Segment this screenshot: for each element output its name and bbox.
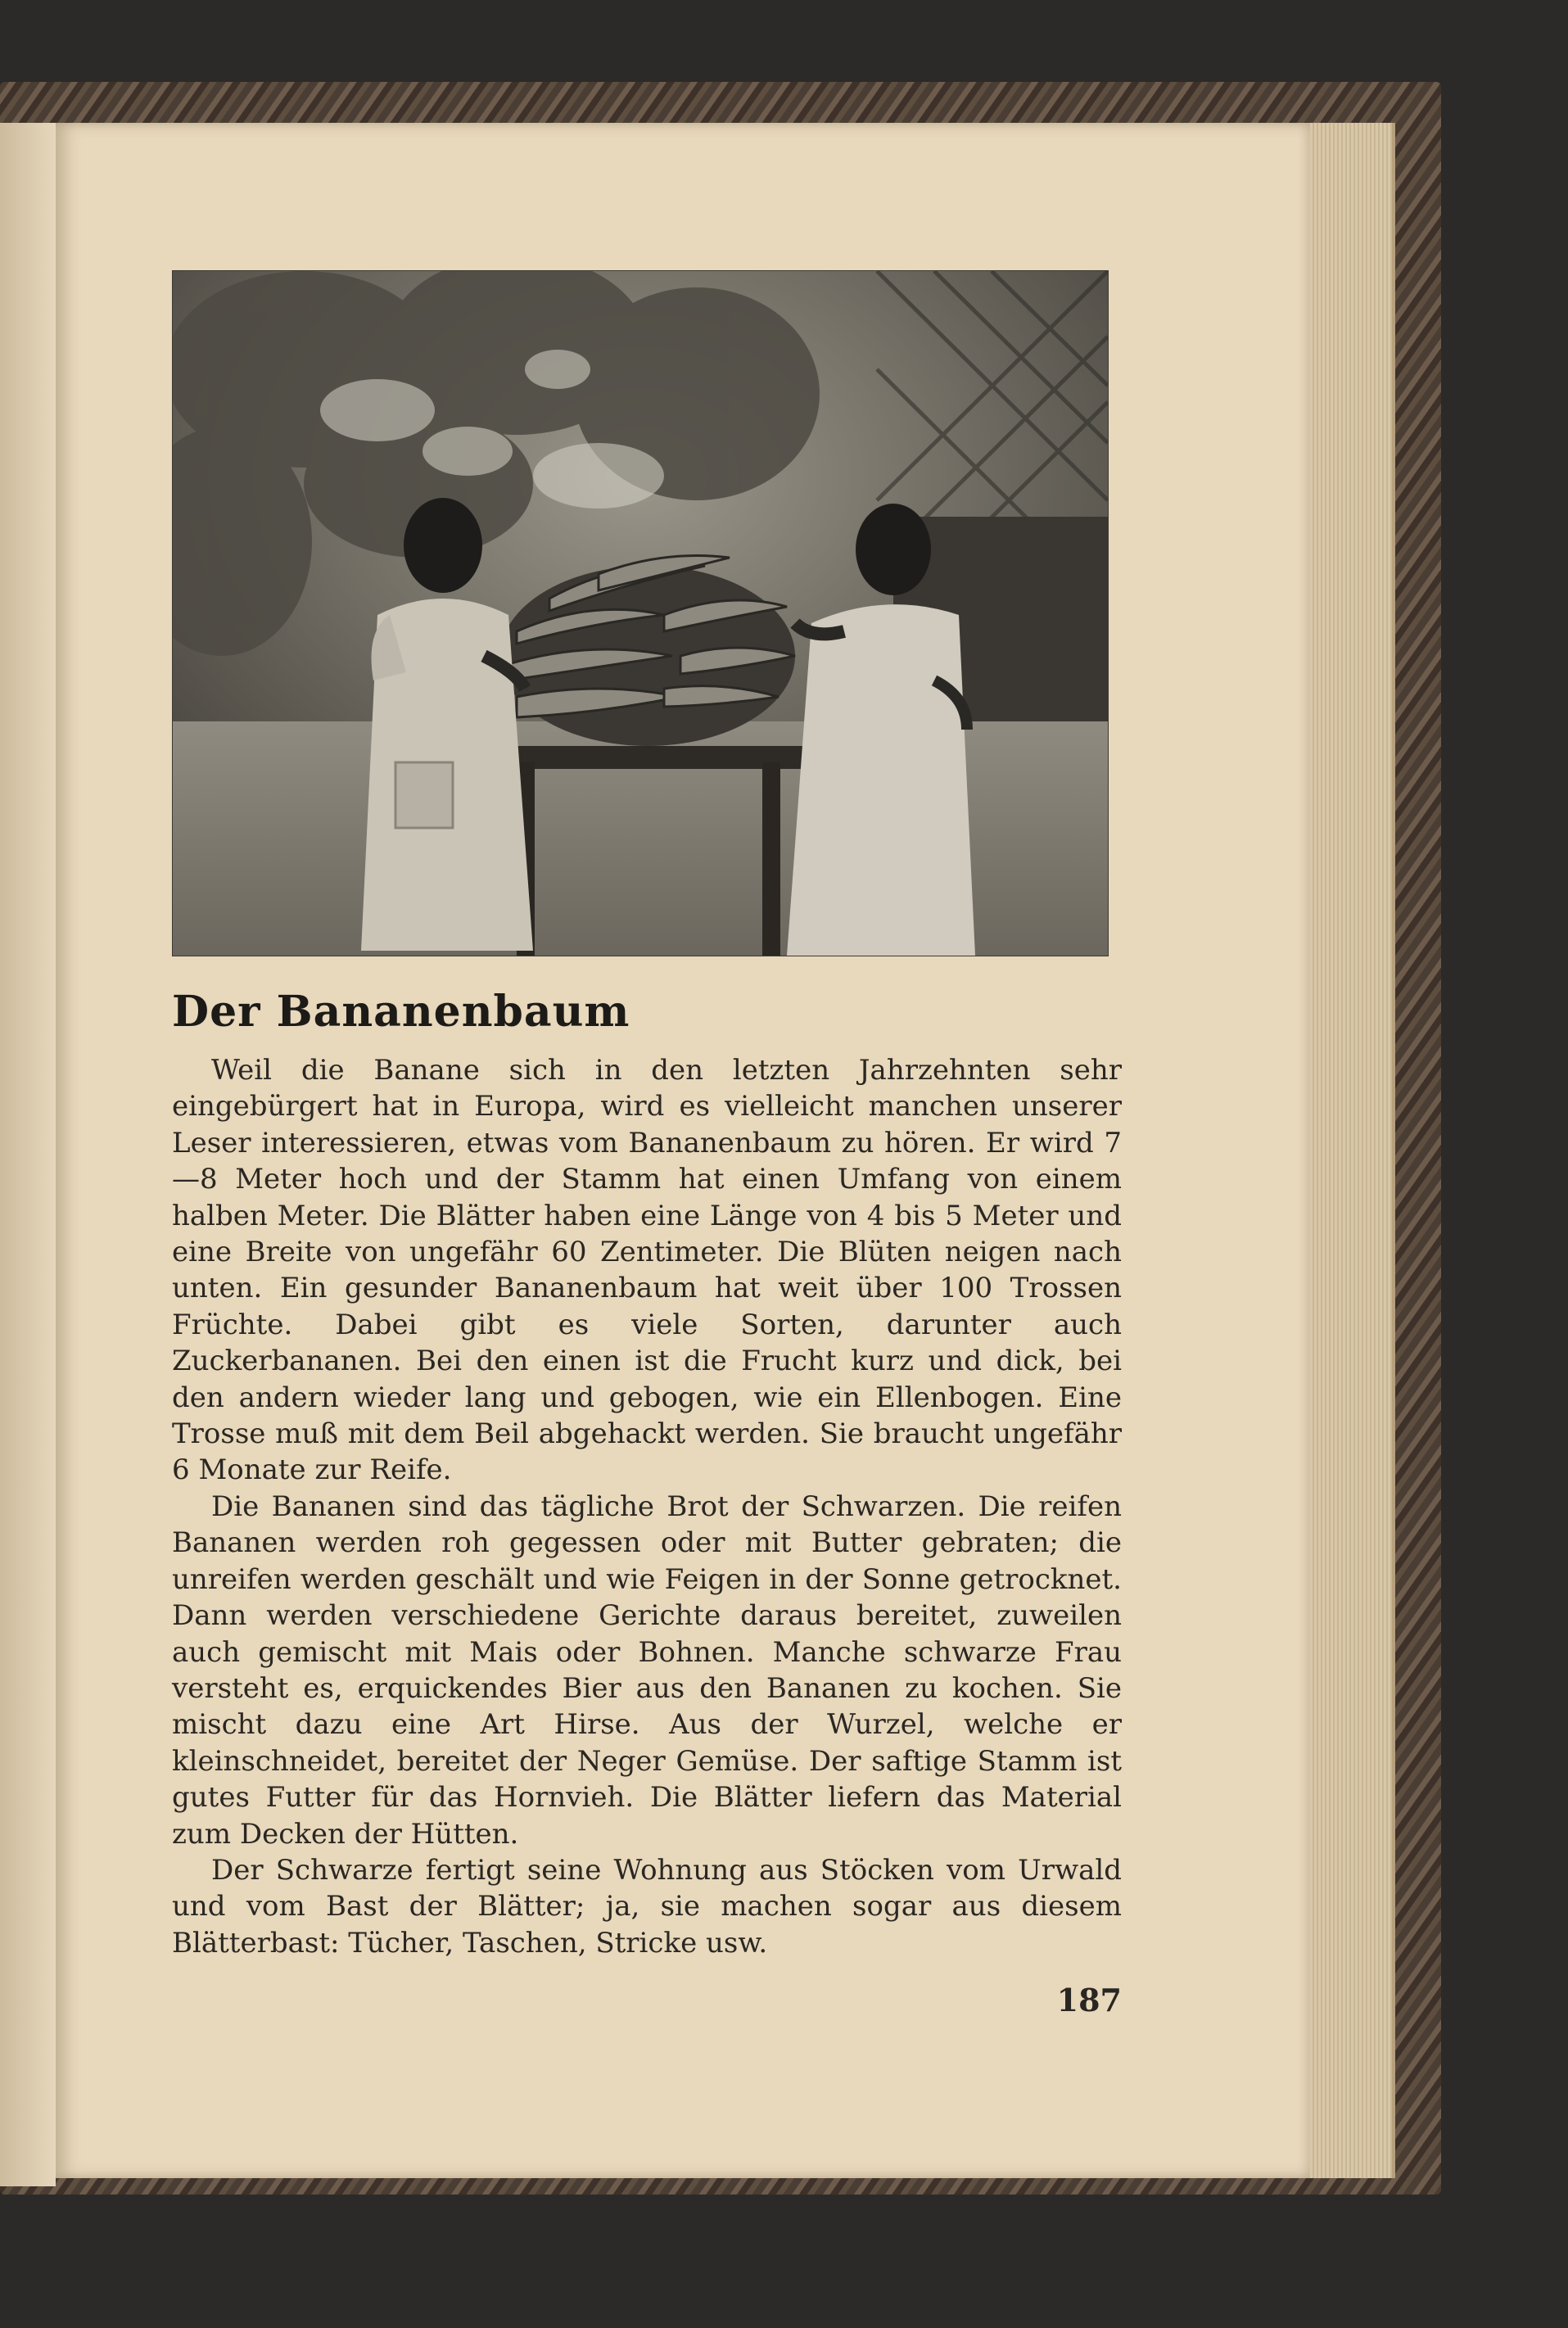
article-body xyxy=(172,1052,1122,1961)
page-title: Der Bananenbaum xyxy=(172,987,630,1037)
paragraph: Weil die Banane sich in den letzten Jahrzehnten sehr eingebürgert hat in Europa, wird es vielleicht manchen unserer Leser interessieren, etwas vom Bananenbaum zu hören. Er wird 7—8 Meter hoch und der Stamm hat einen Umfang von einem halben Meter. Die Blätter haben eine Länge von 4 bis 5 Meter und eine Breite von ungefähr 60 Zentimeter. Die Blüten neigen nach unten. Ein gesunder Bananenbaum hat weit über 100 Trossen Früchte. Dabei gibt es viele Sorten, darunter auch Zuckerbananen. Bei den einen ist die Frucht kurz und dick, bei den andern wieder lang und gebogen, wie ein Ellenbogen. Eine Trosse muß mit dem Beil abgehackt werden. Sie braucht ungefähr 6 Monate zur Reife. xyxy=(172,1054,1122,1487)
page-number: 187 xyxy=(1056,1982,1122,2018)
paragraph: Die Bananen sind das tägliche Brot der Schwarzen. Die reifen Bananen werden roh gegessen oder mit Butter gebraten; die unreifen werden geschält und wie Feigen in der Sonne getrocknet. Dann werden verschiedene Gerichte daraus bereitet, zuweilen auch gemischt mit Mais oder Bohnen. Manche schwarze Frau versteht es, erquickendes Bier aus den Bananen zu kochen. Sie mischt dazu eine Art Hirse. Aus der Wurzel, welche er kleinschneidet, bereitet der Neger Gemüse. Der saftige Stamm ist gutes Futter für das Hornvieh. Die Blätter liefern das Material zum Decken der Hütten. xyxy=(172,1489,1122,1851)
paragraph: Der Schwarze fertigt seine Wohnung aus Stöcken vom Urwald und vom Bast der Blätter; ja, sie machen sogar aus diesem Blätterbast: Tücher, Taschen, Stricke usw. xyxy=(172,1853,1122,1960)
photo-illustration xyxy=(173,271,1108,956)
page-fore-edge xyxy=(1302,123,1395,2178)
previous-page-edge xyxy=(0,123,56,2186)
photo-children-with-banana-bunch xyxy=(172,270,1109,956)
book-page xyxy=(56,123,1310,2178)
